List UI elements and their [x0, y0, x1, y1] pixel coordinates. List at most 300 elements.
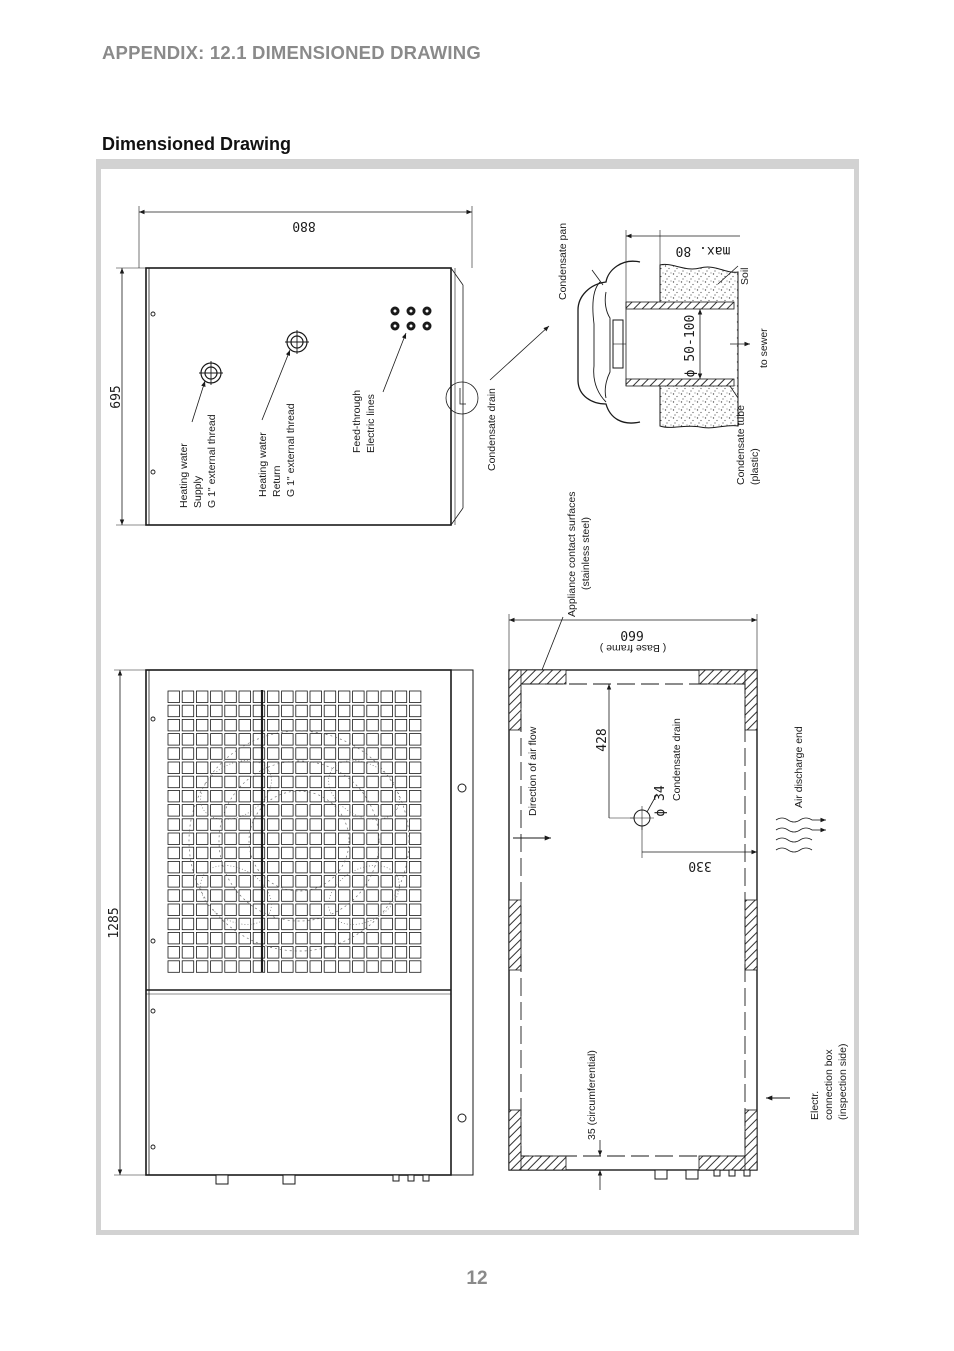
grille-cell [196, 861, 208, 873]
grille-cell [296, 691, 308, 703]
grille-cell [310, 833, 322, 845]
grille-cell [267, 918, 279, 930]
grille-cell [211, 947, 223, 959]
grille-cell [168, 748, 180, 760]
feedthrough-glands [391, 307, 432, 331]
grille-cell [267, 790, 279, 802]
grille-cell [324, 833, 336, 845]
grille-cell [353, 947, 365, 959]
grille-cell [211, 876, 223, 888]
grille-cell [296, 734, 308, 746]
grille-cell [409, 904, 421, 916]
condensate-detail [540, 223, 770, 675]
grille-cell [395, 833, 407, 845]
grille-cell [367, 734, 379, 746]
grille-cell [338, 705, 350, 717]
grille-cell [168, 947, 180, 959]
label-to-sewer: to sewer [758, 328, 770, 368]
grille-cell [296, 947, 308, 959]
grille-cell [353, 762, 365, 774]
grille-cell [211, 805, 223, 817]
grille-cell [267, 776, 279, 788]
grille-cell [225, 890, 237, 902]
grille-cell [324, 805, 336, 817]
grille-cell [353, 918, 365, 930]
grille-cell [225, 776, 237, 788]
grille-cell [324, 904, 336, 916]
grille-cell [196, 961, 208, 973]
base-frame-view [509, 614, 849, 1190]
grille-cell [196, 734, 208, 746]
grille-cell [267, 734, 279, 746]
grille-cell [182, 776, 194, 788]
grille-cell [182, 961, 194, 973]
grille-cell [409, 947, 421, 959]
grille-cell [282, 691, 294, 703]
grille-cell [367, 961, 379, 973]
grille-cell [282, 947, 294, 959]
label-soil: Soil [739, 267, 751, 285]
dim-pipe-diameter: ϕ 50-100 [683, 314, 698, 378]
grille-cell [225, 691, 237, 703]
label-condensate-pan: Condensate pan [557, 222, 569, 300]
grille-cell [395, 776, 407, 788]
grille-cell [367, 719, 379, 731]
return-connection [285, 330, 309, 354]
grille-cell [282, 890, 294, 902]
grille-cell [367, 833, 379, 845]
grille-cell [211, 719, 223, 731]
grille-cell [353, 748, 365, 760]
label-supply-2: Supply [192, 475, 204, 508]
grille-cell [381, 947, 393, 959]
label-air-flow: Direction of air flow [527, 726, 539, 816]
grille-cell [395, 691, 407, 703]
grille-cell [239, 719, 251, 731]
grille-cell [381, 833, 393, 845]
dim-880: 880 [292, 218, 316, 233]
grille-cell [296, 961, 308, 973]
grille-cell [225, 748, 237, 760]
grille-cell [225, 833, 237, 845]
grille-cell [310, 776, 322, 788]
grille-cell [310, 691, 322, 703]
grille-cell [353, 691, 365, 703]
grille-cell [310, 762, 322, 774]
grille-cell [409, 890, 421, 902]
grille-cell [225, 876, 237, 888]
grille-cell [367, 876, 379, 888]
grille-cell [296, 833, 308, 845]
grille-cell [310, 861, 322, 873]
grille-cell [409, 691, 421, 703]
grille-cell [211, 847, 223, 859]
grille-cell [353, 776, 365, 788]
grille-cell [353, 961, 365, 973]
grille-cell [409, 762, 421, 774]
grille-cell [282, 918, 294, 930]
grille-cell [168, 819, 180, 831]
grille-cell [338, 805, 350, 817]
grille-cell [353, 719, 365, 731]
grille-cell [211, 776, 223, 788]
grille-cell [310, 847, 322, 859]
grille-cell [239, 790, 251, 802]
grille-cell [211, 918, 223, 930]
grille-cell [395, 947, 407, 959]
grille-cell [324, 705, 336, 717]
grille-cell [182, 790, 194, 802]
label-condensate-tube-1: Condensate tube [735, 405, 747, 485]
grille-cell [324, 861, 336, 873]
grille-cell [239, 961, 251, 973]
grille-cell [395, 932, 407, 944]
grille-cell [211, 691, 223, 703]
grille-cell [239, 762, 251, 774]
grille-cell [409, 932, 421, 944]
grille-cell [282, 719, 294, 731]
grille-cell [267, 819, 279, 831]
grille-cell [225, 904, 237, 916]
grille-cell [182, 719, 194, 731]
label-feedthrough-1: Feed-through [351, 389, 363, 453]
grille-cell [353, 790, 365, 802]
grille-cell [310, 932, 322, 944]
dim-330: 330 [688, 858, 712, 873]
grille-cell [395, 805, 407, 817]
fan-grille [168, 691, 421, 972]
grille-cell [353, 932, 365, 944]
grille-cell [324, 961, 336, 973]
grille-cell [239, 904, 251, 916]
grille-cell [338, 833, 350, 845]
grille-cell [267, 691, 279, 703]
grille-cell [395, 890, 407, 902]
grille-cell [282, 819, 294, 831]
grille-cell [182, 819, 194, 831]
grille-cell [338, 819, 350, 831]
grille-cell [338, 932, 350, 944]
grille-cell [296, 876, 308, 888]
pipe-stubs [216, 1175, 429, 1184]
grille-cell [211, 734, 223, 746]
grille-cell [367, 705, 379, 717]
grille-cell [239, 847, 251, 859]
grille-cell [168, 762, 180, 774]
label-supply-3: G 1" external thread [206, 414, 218, 508]
grille-cell [409, 819, 421, 831]
grille-cell [367, 904, 379, 916]
supply-connection [199, 361, 223, 385]
grille-cell [296, 762, 308, 774]
label-condensate-drain-top: Condensate drain [486, 388, 498, 471]
grille-cell [381, 861, 393, 873]
grille-cell [211, 890, 223, 902]
grille-cell [267, 847, 279, 859]
grille-cell [196, 847, 208, 859]
grille-cell [381, 719, 393, 731]
grille-cell [353, 805, 365, 817]
grille-cell [338, 876, 350, 888]
grille-cell [282, 861, 294, 873]
grille-cell [267, 890, 279, 902]
label-base-frame: ( Base frame ) [599, 642, 667, 654]
base-frame [509, 670, 757, 1170]
grille-cell [367, 748, 379, 760]
grille-cell [324, 918, 336, 930]
grille-cell [225, 947, 237, 959]
grille-cell [381, 890, 393, 902]
grille-cell [409, 748, 421, 760]
grille-cell [282, 876, 294, 888]
grille-cell [324, 947, 336, 959]
grille-cell [395, 876, 407, 888]
grille-cell [338, 762, 350, 774]
grille-cell [395, 719, 407, 731]
label-air-discharge: Air discharge end [793, 726, 805, 808]
grille-cell [338, 719, 350, 731]
grille-cell [338, 961, 350, 973]
grille-cell [395, 734, 407, 746]
grille-cell [168, 904, 180, 916]
grille-cell [310, 719, 322, 731]
grille-cell [395, 762, 407, 774]
grille-cell [367, 918, 379, 930]
grille-cell [381, 805, 393, 817]
grille-cell [168, 847, 180, 859]
grille-cell [296, 705, 308, 717]
grille-cell [282, 790, 294, 802]
grille-cell [282, 734, 294, 746]
grille-cell [338, 790, 350, 802]
grille-cell [225, 819, 237, 831]
grille-cell [196, 819, 208, 831]
grille-cell [338, 776, 350, 788]
grille-cell [395, 819, 407, 831]
label-electr-box-2: connection box [823, 1049, 835, 1120]
grille-cell [239, 705, 251, 717]
grille-cell [196, 776, 208, 788]
grille-cell [196, 748, 208, 760]
grille-cell [409, 847, 421, 859]
top-view [109, 206, 549, 525]
grille-cell [409, 833, 421, 845]
grille-cell [168, 776, 180, 788]
grille-cell [182, 691, 194, 703]
page-number: 12 [466, 1268, 488, 1289]
grille-cell [182, 861, 194, 873]
label-circumferential: 35 (circumferential) [586, 1050, 598, 1140]
grille-cell [409, 719, 421, 731]
label-return-1: Heating water [257, 432, 269, 497]
front-view [107, 670, 473, 1184]
grille-cell [381, 691, 393, 703]
label-supply-1: Heating water [178, 443, 190, 508]
grille-cell [168, 833, 180, 845]
grille-cell [196, 805, 208, 817]
grille-cell [353, 904, 365, 916]
grille-cell [395, 918, 407, 930]
grille-cell [182, 748, 194, 760]
grille-cell [310, 876, 322, 888]
grille-cell [381, 876, 393, 888]
grille-cell [239, 819, 251, 831]
grille-cell [381, 790, 393, 802]
grille-cell [296, 861, 308, 873]
grille-cell [324, 719, 336, 731]
grille-cell [367, 890, 379, 902]
grille-cell [239, 691, 251, 703]
grille-cell [353, 890, 365, 902]
grille-cell [310, 918, 322, 930]
grille-cell [182, 932, 194, 944]
grille-cell [182, 890, 194, 902]
grille-cell [182, 918, 194, 930]
grille-cell [168, 805, 180, 817]
grille-cell [324, 819, 336, 831]
grille-cell [282, 833, 294, 845]
grille-cell [395, 847, 407, 859]
grille-cell [168, 861, 180, 873]
grille-cell [367, 762, 379, 774]
grille-cell [296, 847, 308, 859]
section-title: Dimensioned Drawing [102, 134, 292, 154]
grille-cell [211, 705, 223, 717]
grille-cell [381, 904, 393, 916]
grille-cell [282, 805, 294, 817]
grille-cell [168, 790, 180, 802]
grille-cell [211, 833, 223, 845]
grille-cell [353, 876, 365, 888]
grille-cell [282, 762, 294, 774]
grille-cell [310, 947, 322, 959]
grille-cell [381, 961, 393, 973]
grille-cell [168, 961, 180, 973]
grille-cell [182, 734, 194, 746]
grille-cell [282, 904, 294, 916]
grille-cell [239, 932, 251, 944]
grille-cell [381, 734, 393, 746]
grille-cell [381, 932, 393, 944]
grille-cell [225, 762, 237, 774]
grille-cell [409, 790, 421, 802]
grille-cell [168, 918, 180, 930]
grille-cell [324, 790, 336, 802]
grille-cell [282, 705, 294, 717]
grille-cell [310, 890, 322, 902]
grille-cell [282, 932, 294, 944]
grille-cell [282, 776, 294, 788]
grille-cell [409, 734, 421, 746]
grille-cell [168, 691, 180, 703]
grille-cell [296, 790, 308, 802]
grille-cell [310, 904, 322, 916]
grille-cell [267, 719, 279, 731]
grille-cell [367, 691, 379, 703]
grille-cell [225, 790, 237, 802]
grille-cell [267, 748, 279, 760]
dim-drain-diameter: ϕ 34 [653, 785, 668, 817]
grille-cell [182, 833, 194, 845]
grille-cell [367, 776, 379, 788]
grille-cell [409, 705, 421, 717]
grille-cell [409, 918, 421, 930]
grille-cell [381, 762, 393, 774]
grille-cell [211, 932, 223, 944]
grille-cell [353, 847, 365, 859]
grille-cell [267, 805, 279, 817]
grille-cell [267, 947, 279, 959]
grille-cell [168, 876, 180, 888]
grille-cell [282, 961, 294, 973]
grille-cell [267, 861, 279, 873]
grille-cell [310, 805, 322, 817]
dim-660: 660 [620, 627, 644, 642]
grille-cell [324, 776, 336, 788]
grille-cell [211, 861, 223, 873]
grille-cell [409, 876, 421, 888]
grille-cell [367, 932, 379, 944]
grille-cell [196, 833, 208, 845]
grille-cell [182, 847, 194, 859]
dim-428: 428 [595, 728, 610, 752]
grille-cell [296, 748, 308, 760]
grille-cell [196, 705, 208, 717]
grille-cell [196, 691, 208, 703]
grille-cell [395, 748, 407, 760]
grille-cell [395, 961, 407, 973]
grille-cell [182, 904, 194, 916]
label-contact-surfaces-2: (stainless steel) [580, 517, 592, 590]
grille-cell [182, 947, 194, 959]
grille-cell [196, 790, 208, 802]
label-condensate-drain-base: Condensate drain [671, 718, 683, 801]
grille-cell [182, 805, 194, 817]
grille-cell [196, 904, 208, 916]
grille-cell [367, 947, 379, 959]
grille-cell [225, 932, 237, 944]
grille-cell [239, 947, 251, 959]
label-electr-box-1: Electr. [809, 1090, 821, 1120]
grille-cell [168, 734, 180, 746]
grille-cell [367, 861, 379, 873]
grille-cell [239, 805, 251, 817]
label-contact-surfaces-1: Appliance contact surfaces [566, 491, 578, 617]
grille-cell [310, 790, 322, 802]
grille-cell [353, 861, 365, 873]
grille-cell [182, 705, 194, 717]
grille-cell [168, 932, 180, 944]
grille-cell [211, 819, 223, 831]
grille-cell [310, 819, 322, 831]
grille-cell [395, 705, 407, 717]
grille-cell [353, 819, 365, 831]
grille-cell [338, 861, 350, 873]
grille-cell [310, 748, 322, 760]
grille-cell [395, 904, 407, 916]
front-view-housing [146, 670, 451, 1175]
grille-cell [395, 790, 407, 802]
grille-cell [381, 705, 393, 717]
grille-cell [381, 847, 393, 859]
appendix-title: APPENDIX: 12.1 DIMENSIONED DRAWING [102, 42, 481, 63]
grille-cell [296, 776, 308, 788]
grille-cell [381, 776, 393, 788]
grille-cell [282, 847, 294, 859]
grille-cell [310, 961, 322, 973]
grille-cell [225, 961, 237, 973]
grille-cell [168, 719, 180, 731]
